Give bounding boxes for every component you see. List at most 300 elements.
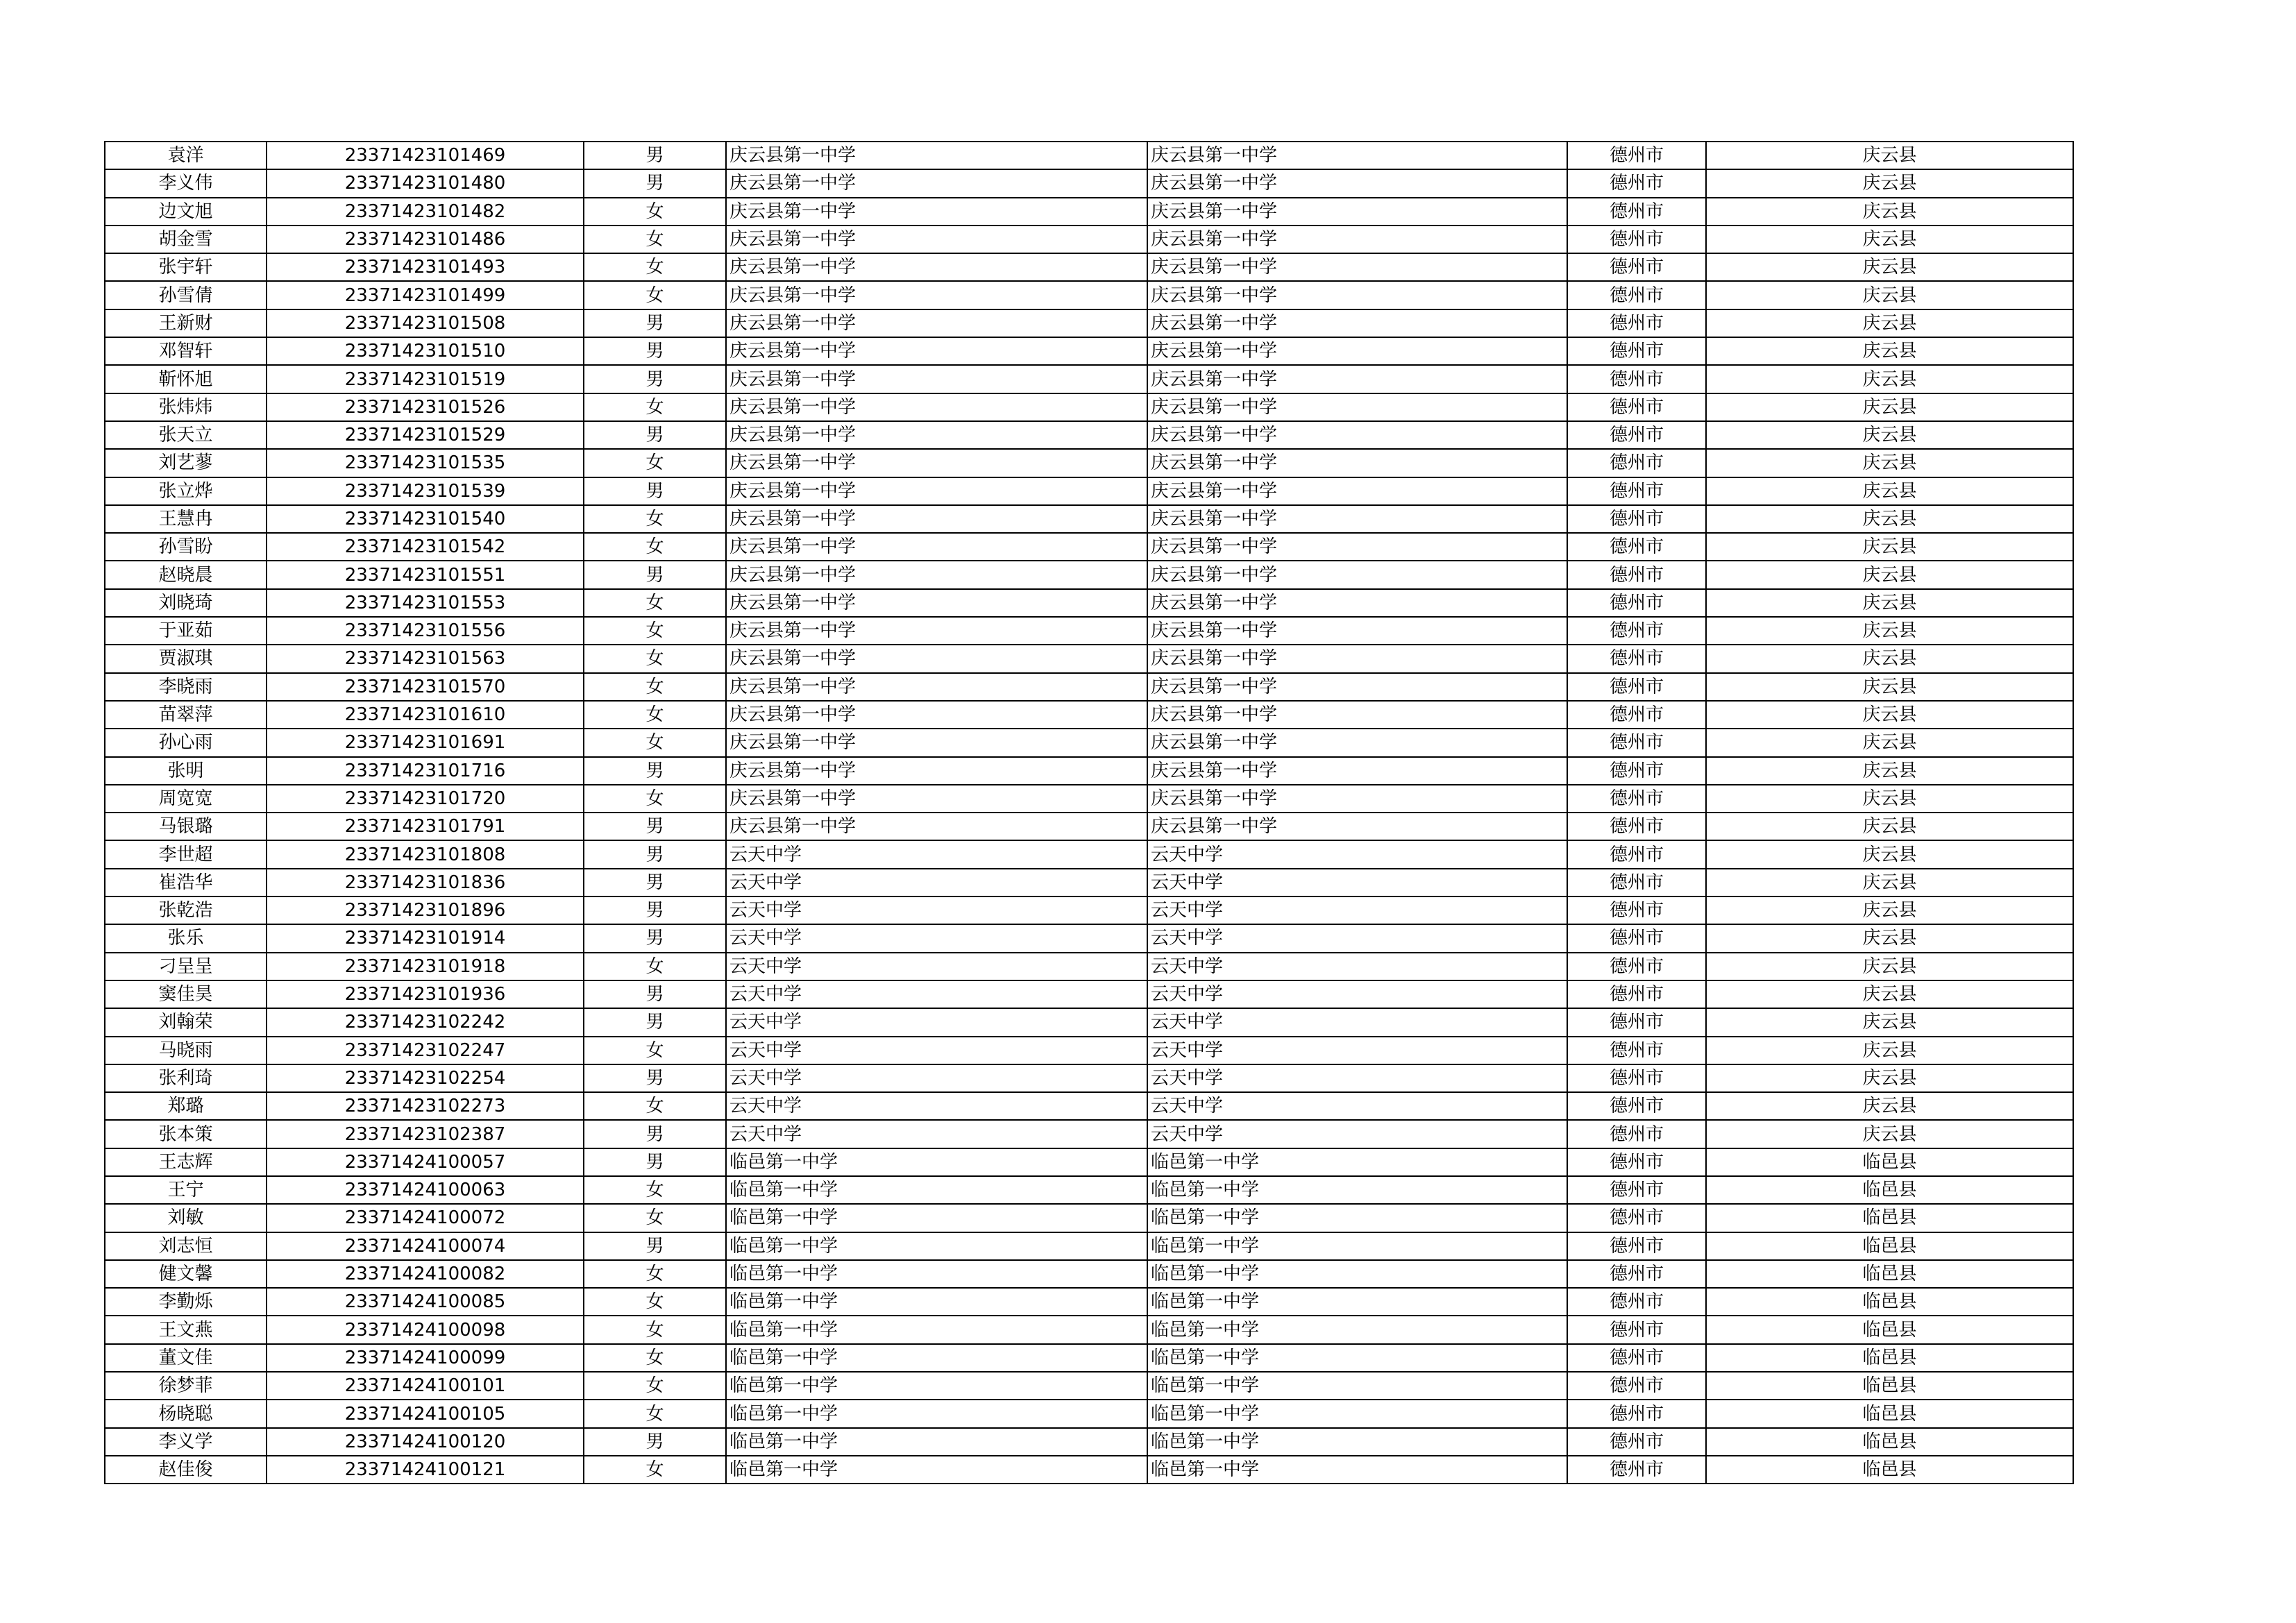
exam-school-cell: 临邑第一中学: [1147, 1176, 1567, 1204]
table-row: [105, 757, 2073, 785]
school-cell: 庆云县第一中学: [726, 729, 1147, 756]
school-cell: 庆云县第一中学: [726, 169, 1147, 197]
county-cell: 庆云县: [1706, 645, 2073, 672]
county-cell: 庆云县: [1706, 1120, 2073, 1148]
school-cell: 庆云县第一中学: [726, 281, 1147, 309]
table-row: [105, 169, 2073, 197]
gender-cell: 女: [584, 589, 726, 617]
city-cell: 德州市: [1567, 477, 1706, 505]
county-cell: 庆云县: [1706, 840, 2073, 868]
id-cell: 23371424100099: [267, 1344, 584, 1372]
city-cell: 德州市: [1567, 701, 1706, 729]
id-cell: 23371424100085: [267, 1288, 584, 1316]
city-cell: 德州市: [1567, 1400, 1706, 1427]
school-cell: 临邑第一中学: [726, 1232, 1147, 1260]
school-cell: 云天中学: [726, 1008, 1147, 1036]
name-cell: 健文馨: [105, 1260, 267, 1288]
name-cell: 刘晓琦: [105, 589, 267, 617]
school-cell: 临邑第一中学: [726, 1148, 1147, 1176]
table-row: [105, 617, 2073, 645]
county-cell: 庆云县: [1706, 226, 2073, 253]
id-cell: 23371423101914: [267, 924, 584, 952]
county-cell: 庆云县: [1706, 589, 2073, 617]
county-cell: 庆云县: [1706, 617, 2073, 645]
school-cell: 庆云县第一中学: [726, 142, 1147, 169]
gender-cell: 男: [584, 337, 726, 365]
gender-cell: 女: [584, 1037, 726, 1064]
id-cell: 23371423101610: [267, 701, 584, 729]
gender-cell: 女: [584, 505, 726, 533]
exam-school-cell: 临邑第一中学: [1147, 1316, 1567, 1343]
gender-cell: 男: [584, 813, 726, 840]
table-row: [105, 365, 2073, 393]
exam-school-cell: 庆云县第一中学: [1147, 477, 1567, 505]
id-cell: 23371423102247: [267, 1037, 584, 1064]
city-cell: 德州市: [1567, 897, 1706, 924]
city-cell: 德州市: [1567, 337, 1706, 365]
exam-school-cell: 庆云县第一中学: [1147, 533, 1567, 561]
city-cell: 德州市: [1567, 1176, 1706, 1204]
id-cell: 23371423101482: [267, 198, 584, 226]
name-cell: 邓智轩: [105, 337, 267, 365]
city-cell: 德州市: [1567, 281, 1706, 309]
county-cell: 庆云县: [1706, 729, 2073, 756]
county-cell: 庆云县: [1706, 1064, 2073, 1092]
county-cell: 庆云县: [1706, 477, 2073, 505]
county-cell: 临邑县: [1706, 1400, 2073, 1427]
gender-cell: 男: [584, 757, 726, 785]
city-cell: 德州市: [1567, 1120, 1706, 1148]
exam-school-cell: 临邑第一中学: [1147, 1456, 1567, 1484]
county-cell: 庆云县: [1706, 309, 2073, 337]
id-cell: 23371423101539: [267, 477, 584, 505]
county-cell: 庆云县: [1706, 393, 2073, 421]
county-cell: 庆云县: [1706, 1008, 2073, 1036]
school-cell: 临邑第一中学: [726, 1372, 1147, 1400]
id-cell: 23371424100105: [267, 1400, 584, 1427]
school-cell: 临邑第一中学: [726, 1400, 1147, 1427]
name-cell: 崔浩华: [105, 869, 267, 897]
id-cell: 23371424100074: [267, 1232, 584, 1260]
exam-school-cell: 庆云县第一中学: [1147, 226, 1567, 253]
exam-school-cell: 庆云县第一中学: [1147, 645, 1567, 672]
table-row: [105, 505, 2073, 533]
table-row: [105, 673, 2073, 701]
gender-cell: 男: [584, 477, 726, 505]
city-cell: 德州市: [1567, 198, 1706, 226]
name-cell: 王慧冉: [105, 505, 267, 533]
id-cell: 23371423101563: [267, 645, 584, 672]
table-row: [105, 281, 2073, 309]
table-row: [105, 645, 2073, 672]
city-cell: 德州市: [1567, 757, 1706, 785]
gender-cell: 男: [584, 421, 726, 449]
exam-school-cell: 临邑第一中学: [1147, 1344, 1567, 1372]
name-cell: 窦佳昊: [105, 980, 267, 1008]
exam-school-cell: 临邑第一中学: [1147, 1372, 1567, 1400]
exam-school-cell: 云天中学: [1147, 1064, 1567, 1092]
county-cell: 庆云县: [1706, 897, 2073, 924]
table-row: [105, 1316, 2073, 1343]
county-cell: 庆云县: [1706, 449, 2073, 477]
city-cell: 德州市: [1567, 645, 1706, 672]
school-cell: 临邑第一中学: [726, 1260, 1147, 1288]
city-cell: 德州市: [1567, 1260, 1706, 1288]
school-cell: 云天中学: [726, 1064, 1147, 1092]
name-cell: 张利琦: [105, 1064, 267, 1092]
city-cell: 德州市: [1567, 1316, 1706, 1343]
gender-cell: 女: [584, 785, 726, 813]
id-cell: 23371423101918: [267, 953, 584, 980]
id-cell: 23371423101791: [267, 813, 584, 840]
exam-school-cell: 临邑第一中学: [1147, 1260, 1567, 1288]
name-cell: 徐梦菲: [105, 1372, 267, 1400]
table-row: [105, 785, 2073, 813]
exam-school-cell: 庆云县第一中学: [1147, 169, 1567, 197]
county-cell: 庆云县: [1706, 365, 2073, 393]
table-row: [105, 1400, 2073, 1427]
id-cell: 23371423101936: [267, 980, 584, 1008]
name-cell: 靳怀旭: [105, 365, 267, 393]
county-cell: 庆云县: [1706, 869, 2073, 897]
table-row: [105, 142, 2073, 169]
name-cell: 王文燕: [105, 1316, 267, 1343]
id-cell: 23371423101510: [267, 337, 584, 365]
gender-cell: 女: [584, 281, 726, 309]
table-row: [105, 1037, 2073, 1064]
name-cell: 杨晓聪: [105, 1400, 267, 1427]
id-cell: 23371424100063: [267, 1176, 584, 1204]
id-cell: 23371423101519: [267, 365, 584, 393]
id-cell: 23371424100082: [267, 1260, 584, 1288]
id-cell: 23371423101716: [267, 757, 584, 785]
table-row: [105, 1176, 2073, 1204]
gender-cell: 女: [584, 645, 726, 672]
name-cell: 张明: [105, 757, 267, 785]
table-row: [105, 253, 2073, 281]
gender-cell: 男: [584, 869, 726, 897]
table-row: [105, 980, 2073, 1008]
school-cell: 庆云县第一中学: [726, 393, 1147, 421]
county-cell: 庆云县: [1706, 142, 2073, 169]
city-cell: 德州市: [1567, 729, 1706, 756]
school-cell: 云天中学: [726, 980, 1147, 1008]
table-row: [105, 309, 2073, 337]
gender-cell: 男: [584, 561, 726, 588]
id-cell: 23371423101493: [267, 253, 584, 281]
table-row: [105, 1148, 2073, 1176]
exam-school-cell: 云天中学: [1147, 897, 1567, 924]
exam-school-cell: 庆云县第一中学: [1147, 729, 1567, 756]
county-cell: 庆云县: [1706, 1092, 2073, 1120]
exam-school-cell: 庆云县第一中学: [1147, 813, 1567, 840]
name-cell: 苗翠萍: [105, 701, 267, 729]
id-cell: 23371423102273: [267, 1092, 584, 1120]
name-cell: 李世超: [105, 840, 267, 868]
gender-cell: 男: [584, 1120, 726, 1148]
city-cell: 德州市: [1567, 142, 1706, 169]
table-row: [105, 924, 2073, 952]
table-row: [105, 1428, 2073, 1456]
name-cell: 张天立: [105, 421, 267, 449]
table-row: [105, 477, 2073, 505]
name-cell: 李义伟: [105, 169, 267, 197]
exam-school-cell: 庆云县第一中学: [1147, 785, 1567, 813]
gender-cell: 女: [584, 198, 726, 226]
county-cell: 临邑县: [1706, 1148, 2073, 1176]
school-cell: 庆云县第一中学: [726, 589, 1147, 617]
county-cell: 庆云县: [1706, 421, 2073, 449]
county-cell: 庆云县: [1706, 673, 2073, 701]
school-cell: 庆云县第一中学: [726, 309, 1147, 337]
gender-cell: 女: [584, 1344, 726, 1372]
city-cell: 德州市: [1567, 253, 1706, 281]
school-cell: 庆云县第一中学: [726, 645, 1147, 672]
city-cell: 德州市: [1567, 1232, 1706, 1260]
gender-cell: 男: [584, 1008, 726, 1036]
id-cell: 23371423101691: [267, 729, 584, 756]
gender-cell: 女: [584, 617, 726, 645]
table-row: [105, 393, 2073, 421]
name-cell: 刁呈呈: [105, 953, 267, 980]
school-cell: 临邑第一中学: [726, 1316, 1147, 1343]
id-cell: 23371423101499: [267, 281, 584, 309]
county-cell: 临邑县: [1706, 1316, 2073, 1343]
exam-school-cell: 庆云县第一中学: [1147, 142, 1567, 169]
city-cell: 德州市: [1567, 840, 1706, 868]
city-cell: 德州市: [1567, 589, 1706, 617]
county-cell: 庆云县: [1706, 169, 2073, 197]
name-cell: 胡金雪: [105, 226, 267, 253]
id-cell: 23371423101529: [267, 421, 584, 449]
name-cell: 张宇轩: [105, 253, 267, 281]
name-cell: 王新财: [105, 309, 267, 337]
gender-cell: 女: [584, 1456, 726, 1484]
table-row: [105, 1120, 2073, 1148]
name-cell: 刘翰荣: [105, 1008, 267, 1036]
table-row: [105, 1008, 2073, 1036]
school-cell: 云天中学: [726, 869, 1147, 897]
gender-cell: 女: [584, 1204, 726, 1232]
gender-cell: 女: [584, 1316, 726, 1343]
county-cell: 临邑县: [1706, 1288, 2073, 1316]
gender-cell: 男: [584, 897, 726, 924]
id-cell: 23371424100057: [267, 1148, 584, 1176]
gender-cell: 男: [584, 1148, 726, 1176]
gender-cell: 女: [584, 701, 726, 729]
city-cell: 德州市: [1567, 813, 1706, 840]
school-cell: 临邑第一中学: [726, 1288, 1147, 1316]
gender-cell: 女: [584, 226, 726, 253]
table-row: [105, 897, 2073, 924]
table-row: [105, 1260, 2073, 1288]
exam-school-cell: 庆云县第一中学: [1147, 365, 1567, 393]
city-cell: 德州市: [1567, 449, 1706, 477]
exam-school-cell: 云天中学: [1147, 980, 1567, 1008]
county-cell: 庆云县: [1706, 701, 2073, 729]
city-cell: 德州市: [1567, 1092, 1706, 1120]
exam-school-cell: 云天中学: [1147, 1120, 1567, 1148]
name-cell: 刘艺蓼: [105, 449, 267, 477]
id-cell: 23371424100101: [267, 1372, 584, 1400]
id-cell: 23371423101808: [267, 840, 584, 868]
exam-school-cell: 庆云县第一中学: [1147, 198, 1567, 226]
gender-cell: 男: [584, 142, 726, 169]
city-cell: 德州市: [1567, 980, 1706, 1008]
name-cell: 赵晓晨: [105, 561, 267, 588]
exam-school-cell: 庆云县第一中学: [1147, 337, 1567, 365]
id-cell: 23371423101526: [267, 393, 584, 421]
gender-cell: 男: [584, 980, 726, 1008]
exam-school-cell: 庆云县第一中学: [1147, 309, 1567, 337]
gender-cell: 女: [584, 1260, 726, 1288]
name-cell: 董文佳: [105, 1344, 267, 1372]
table-row: [105, 1344, 2073, 1372]
county-cell: 庆云县: [1706, 561, 2073, 588]
county-cell: 庆云县: [1706, 533, 2073, 561]
gender-cell: 女: [584, 953, 726, 980]
table-row: [105, 729, 2073, 756]
school-cell: 临邑第一中学: [726, 1428, 1147, 1456]
school-cell: 庆云县第一中学: [726, 253, 1147, 281]
table-row: [105, 701, 2073, 729]
name-cell: 张炜炜: [105, 393, 267, 421]
id-cell: 23371423102242: [267, 1008, 584, 1036]
city-cell: 德州市: [1567, 1344, 1706, 1372]
table-row: [105, 1204, 2073, 1232]
county-cell: 临邑县: [1706, 1232, 2073, 1260]
exam-school-cell: 庆云县第一中学: [1147, 757, 1567, 785]
city-cell: 德州市: [1567, 924, 1706, 952]
id-cell: 23371424100121: [267, 1456, 584, 1484]
name-cell: 周宽宽: [105, 785, 267, 813]
name-cell: 张立烨: [105, 477, 267, 505]
id-cell: 23371423101480: [267, 169, 584, 197]
exam-school-cell: 临邑第一中学: [1147, 1428, 1567, 1456]
exam-school-cell: 庆云县第一中学: [1147, 505, 1567, 533]
name-cell: 边文旭: [105, 198, 267, 226]
county-cell: 临邑县: [1706, 1176, 2073, 1204]
exam-school-cell: 庆云县第一中学: [1147, 281, 1567, 309]
table-row: [105, 840, 2073, 868]
name-cell: 张乐: [105, 924, 267, 952]
table-row: [105, 337, 2073, 365]
exam-school-cell: 庆云县第一中学: [1147, 617, 1567, 645]
id-cell: 23371424100072: [267, 1204, 584, 1232]
county-cell: 庆云县: [1706, 1037, 2073, 1064]
school-cell: 庆云县第一中学: [726, 561, 1147, 588]
school-cell: 临邑第一中学: [726, 1344, 1147, 1372]
city-cell: 德州市: [1567, 309, 1706, 337]
table-row: [105, 813, 2073, 840]
school-cell: 庆云县第一中学: [726, 533, 1147, 561]
county-cell: 庆云县: [1706, 813, 2073, 840]
city-cell: 德州市: [1567, 673, 1706, 701]
school-cell: 庆云县第一中学: [726, 785, 1147, 813]
table-row: [105, 869, 2073, 897]
exam-school-cell: 云天中学: [1147, 869, 1567, 897]
school-cell: 庆云县第一中学: [726, 673, 1147, 701]
county-cell: 临邑县: [1706, 1372, 2073, 1400]
school-cell: 庆云县第一中学: [726, 226, 1147, 253]
county-cell: 庆云县: [1706, 757, 2073, 785]
city-cell: 德州市: [1567, 785, 1706, 813]
gender-cell: 女: [584, 533, 726, 561]
name-cell: 孙雪盼: [105, 533, 267, 561]
table-row: [105, 198, 2073, 226]
table-row: [105, 561, 2073, 588]
gender-cell: 男: [584, 169, 726, 197]
table-body: [105, 142, 2073, 1484]
gender-cell: 女: [584, 1400, 726, 1427]
city-cell: 德州市: [1567, 1008, 1706, 1036]
school-cell: 云天中学: [726, 1092, 1147, 1120]
exam-school-cell: 庆云县第一中学: [1147, 701, 1567, 729]
id-cell: 23371423101535: [267, 449, 584, 477]
name-cell: 孙雪倩: [105, 281, 267, 309]
id-cell: 23371423101720: [267, 785, 584, 813]
school-cell: 庆云县第一中学: [726, 477, 1147, 505]
exam-school-cell: 庆云县第一中学: [1147, 673, 1567, 701]
gender-cell: 女: [584, 449, 726, 477]
table-row: [105, 449, 2073, 477]
name-cell: 袁洋: [105, 142, 267, 169]
table-row: [105, 1288, 2073, 1316]
county-cell: 庆云县: [1706, 337, 2073, 365]
exam-school-cell: 临邑第一中学: [1147, 1400, 1567, 1427]
id-cell: 23371423101570: [267, 673, 584, 701]
id-cell: 23371423101556: [267, 617, 584, 645]
school-cell: 庆云县第一中学: [726, 701, 1147, 729]
county-cell: 庆云县: [1706, 505, 2073, 533]
school-cell: 临邑第一中学: [726, 1204, 1147, 1232]
name-cell: 刘敏: [105, 1204, 267, 1232]
school-cell: 云天中学: [726, 1120, 1147, 1148]
exam-school-cell: 云天中学: [1147, 1092, 1567, 1120]
county-cell: 庆云县: [1706, 198, 2073, 226]
city-cell: 德州市: [1567, 1372, 1706, 1400]
county-cell: 临邑县: [1706, 1260, 2073, 1288]
table-row: [105, 533, 2073, 561]
table-row: [105, 226, 2073, 253]
city-cell: 德州市: [1567, 1288, 1706, 1316]
student-list-table: [104, 141, 2074, 1484]
city-cell: 德州市: [1567, 1456, 1706, 1484]
county-cell: 临邑县: [1706, 1428, 2073, 1456]
id-cell: 23371423101551: [267, 561, 584, 588]
exam-school-cell: 云天中学: [1147, 1008, 1567, 1036]
name-cell: 马银璐: [105, 813, 267, 840]
school-cell: 临邑第一中学: [726, 1456, 1147, 1484]
county-cell: 庆云县: [1706, 281, 2073, 309]
county-cell: 临邑县: [1706, 1344, 2073, 1372]
id-cell: 23371423101836: [267, 869, 584, 897]
table-row: [105, 1092, 2073, 1120]
id-cell: 23371423101469: [267, 142, 584, 169]
school-cell: 庆云县第一中学: [726, 757, 1147, 785]
exam-school-cell: 庆云县第一中学: [1147, 561, 1567, 588]
exam-school-cell: 庆云县第一中学: [1147, 253, 1567, 281]
table-row: [105, 1064, 2073, 1092]
gender-cell: 女: [584, 1288, 726, 1316]
city-cell: 德州市: [1567, 869, 1706, 897]
county-cell: 临邑县: [1706, 1456, 2073, 1484]
gender-cell: 女: [584, 253, 726, 281]
city-cell: 德州市: [1567, 226, 1706, 253]
name-cell: 贾淑琪: [105, 645, 267, 672]
gender-cell: 男: [584, 1232, 726, 1260]
table-row: [105, 1372, 2073, 1400]
